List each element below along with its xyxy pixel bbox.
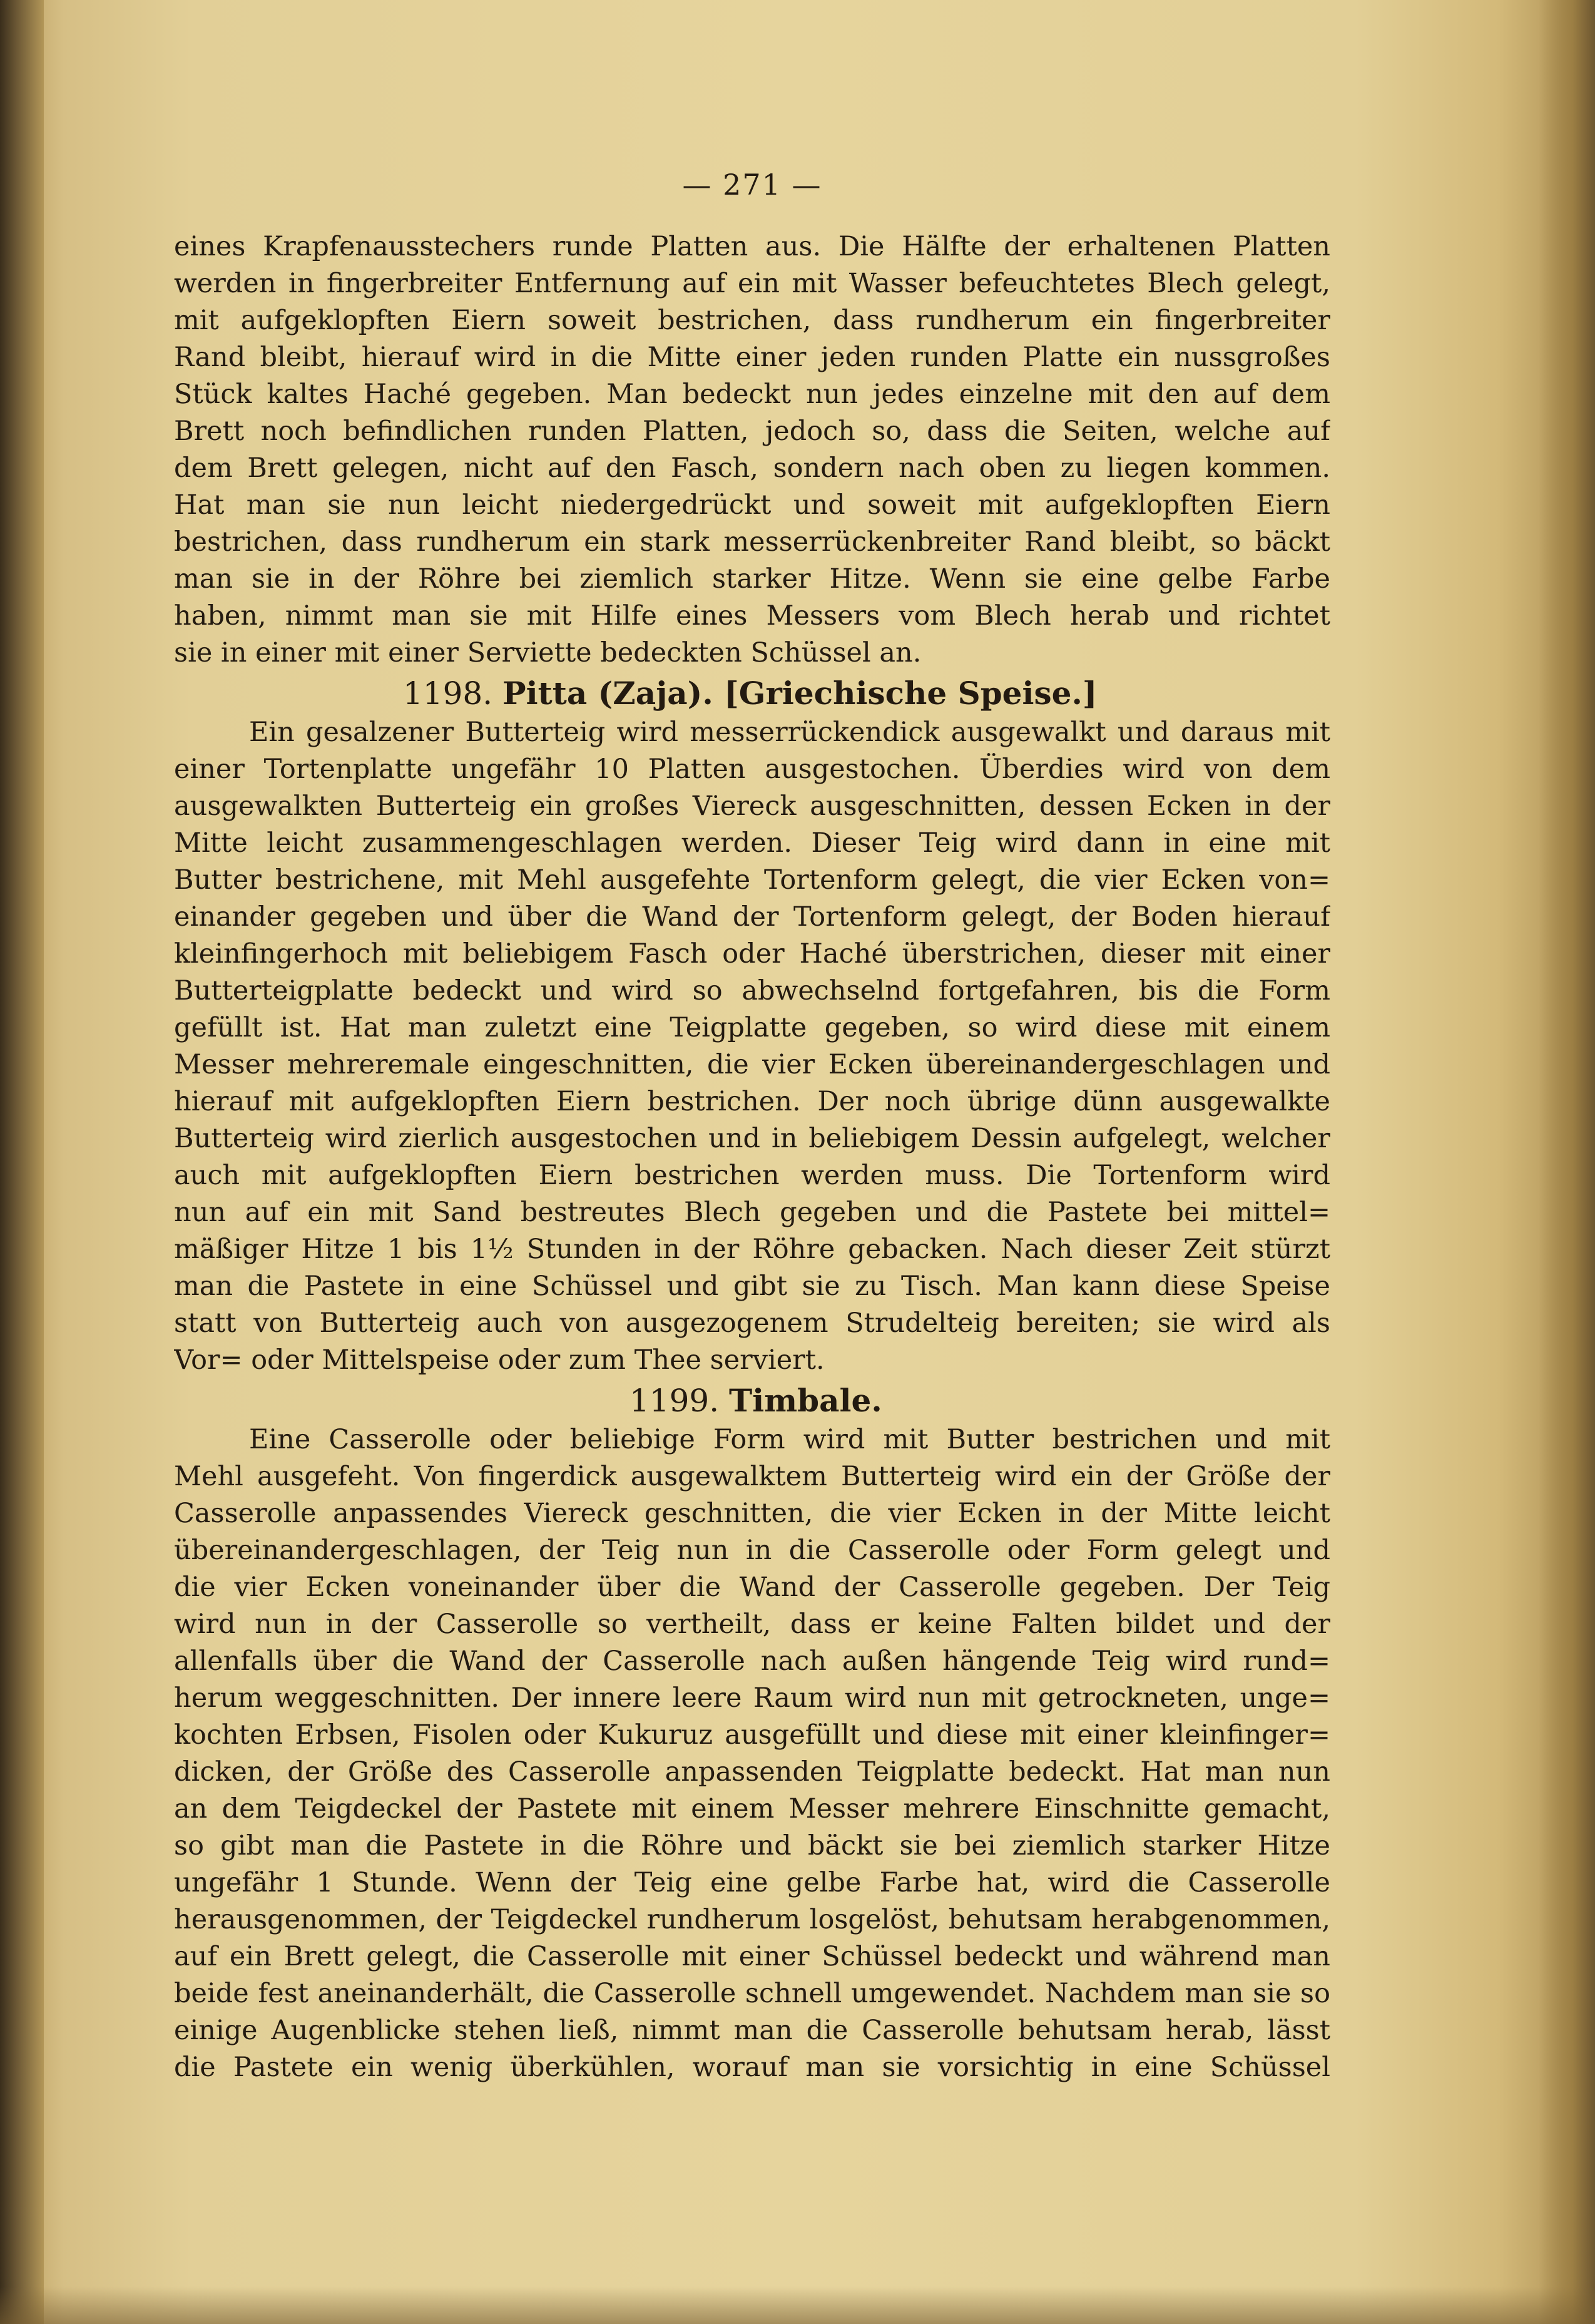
page-bottom-shadow: [0, 2286, 1595, 2324]
text-line: Mehl ausgefeht. Von fingerdick ausgewalktem Butterteig wird ein der Größe der: [174, 1461, 1330, 1492]
recipe-body-1198: [174, 714, 1330, 1379]
text-line: Messer mehreremale eingeschnitten, die vier Ecken übereinandergeschlagen und: [174, 1049, 1330, 1080]
text-line: kochten Erbsen, Fisolen oder Kukuruz ausgefüllt und diese mit einer kleinfinger=: [174, 1719, 1330, 1751]
recipe-body-1199: [174, 1421, 1330, 2086]
text-line: Eine Casserolle oder beliebige Form wird mit Butter bestrichen und mit: [249, 1424, 1330, 1455]
text-line: man die Pastete in eine Schüssel und gibt sie zu Tisch. Man kann diese Speise: [174, 1271, 1330, 1302]
intro-paragraph: [174, 228, 1330, 672]
recipe-number: 1199.: [629, 1383, 720, 1419]
recipe-number: 1198.: [403, 675, 493, 712]
text-line: Brett noch befindlichen runden Platten, jedoch so, dass die Seiten, welche auf: [174, 416, 1330, 447]
text-line: nun auf ein mit Sand bestreutes Blech gegeben und die Pastete bei mittel=: [174, 1197, 1330, 1228]
text-line: die Pastete ein wenig überkühlen, worauf man sie vorsichtig in eine Schüssel: [174, 2052, 1330, 2083]
text-line: bestrichen, dass rundherum ein stark messerrückenbreiter Rand bleibt, so bäckt: [174, 526, 1330, 558]
text-line: man sie in der Röhre bei ziemlich starker Hitze. Wenn sie eine gelbe Farbe: [174, 563, 1330, 595]
text-line: dem Brett gelegen, nicht auf den Fasch, sondern nach oben zu liegen kommen.: [174, 453, 1330, 484]
text-line: Hat man sie nun leicht niedergedrückt und soweit mit aufgeklopften Eiern: [174, 489, 1330, 521]
text-line: Stück kaltes Haché gegeben. Man bedeckt nun jedes einzelne mit den auf dem: [174, 379, 1330, 410]
recipe-title: Timbale.: [729, 1382, 882, 1419]
text-line: Butter bestrichene, mit Mehl ausgefehte Tortenform gelegt, die vier Ecken von=: [174, 864, 1330, 896]
book-binding-shadow: [0, 0, 44, 2324]
text-line: haben, nimmt man sie mit Hilfe eines Messers vom Blech herab und richtet: [174, 600, 1330, 632]
text-line: Ein gesalzener Butterteig wird messerrückendick ausgewalkt und daraus mit: [249, 717, 1330, 748]
text-line: hierauf mit aufgeklopften Eiern bestrichen. Der noch übrige dünn ausgewalkte: [174, 1086, 1330, 1117]
text-line: kleinfingerhoch mit beliebigem Fasch oder Haché überstrichen, dieser mit einer: [174, 938, 1330, 970]
text-line: sie in einer mit einer Serviette bedeckten Schüssel an.: [174, 637, 922, 668]
text-line: gefüllt ist. Hat man zuletzt eine Teigplatte gegeben, so wird diese mit einem: [174, 1012, 1330, 1043]
text-line: wird nun in der Casserolle so vertheilt, dass er keine Falten bildet und der: [174, 1609, 1330, 1640]
text-line: statt von Butterteig auch von ausgezogenem Strudelteig bereiten; sie wird als: [174, 1308, 1330, 1339]
text-line: mäßiger Hitze 1 bis 1½ Stunden in der Röhre gebacken. Nach dieser Zeit stürzt: [174, 1234, 1330, 1265]
text-line: Butterteig wird zierlich ausgestochen und in beliebigem Dessin aufgelegt, welcher: [174, 1123, 1330, 1154]
text-line: mit aufgeklopften Eiern soweit bestrichen, dass rundherum ein fingerbreiter: [174, 305, 1330, 336]
text-line: einige Augenblicke stehen ließ, nimmt man die Casserolle behutsam herab, lässt: [174, 2015, 1330, 2046]
text-line: an dem Teigdeckel der Pastete mit einem Messer mehrere Einschnitte gemacht,: [174, 1793, 1330, 1825]
text-block: [174, 160, 1330, 2086]
text-line: Butterteigplatte bedeckt und wird so abwechselnd fortgefahren, bis die Form: [174, 975, 1330, 1006]
text-line: die vier Ecken voneinander über die Wand der Casserolle gegeben. Der Teig: [174, 1572, 1330, 1603]
page-number: — 271 —: [682, 168, 822, 202]
text-line: übereinandergeschlagen, der Teig nun in die Casserolle oder Form gelegt und: [174, 1535, 1330, 1566]
recipe-heading-1199: [174, 1380, 1330, 1421]
text-line: einer Tortenplatte ungefähr 10 Platten ausgestochen. Überdies wird von dem: [174, 754, 1330, 785]
text-line: werden in fingerbreiter Entfernung auf ein mit Wasser befeuchtetes Blech gelegt,: [174, 268, 1330, 299]
text-line: Casserolle anpassendes Viereck geschnitten, die vier Ecken in der Mitte leicht: [174, 1498, 1330, 1529]
text-line: Rand bleibt, hierauf wird in die Mitte einer jeden runden Platte ein nussgroßes: [174, 342, 1330, 373]
recipe-title: Pitta (Zaja). [Griechische Speise.]: [502, 675, 1098, 712]
text-line: herausgenommen, der Teigdeckel rundherum losgelöst, behutsam herabgenommen,: [174, 1904, 1330, 1935]
text-line: Mitte leicht zusammengeschlagen werden. Dieser Teig wird dann in eine mit: [174, 827, 1330, 859]
text-line: ungefähr 1 Stunde. Wenn der Teig eine gelbe Farbe hat, wird die Casserolle: [174, 1867, 1330, 1898]
text-line: eines Krapfenausstechers runde Platten aus. Die Hälfte der erhaltenen Platten: [174, 231, 1330, 262]
text-line: auf ein Brett gelegt, die Casserolle mit einer Schüssel bedeckt und während man: [174, 1941, 1330, 1972]
text-line: dicken, der Größe des Casserolle anpassenden Teigplatte bedeckt. Hat man nun: [174, 1756, 1330, 1788]
text-line: herum weggeschnitten. Der innere leere Raum wird nun mit getrockneten, unge=: [174, 1682, 1330, 1714]
text-line: ausgewalkten Butterteig ein großes Viereck ausgeschnitten, dessen Ecken in der: [174, 791, 1330, 822]
recipe-heading-1198: [174, 673, 1330, 714]
text-line: beide fest aneinanderhält, die Casserolle schnell umgewendet. Nachdem man sie so: [174, 1978, 1330, 2009]
text-line: einander gegeben und über die Wand der Tortenform gelegt, der Boden hierauf: [174, 901, 1330, 933]
text-line: so gibt man die Pastete in die Röhre und bäckt sie bei ziemlich starker Hitze: [174, 1830, 1330, 1861]
text-line: Vor= oder Mittelspeise oder zum Thee serviert.: [174, 1344, 825, 1376]
text-line: allenfalls über die Wand der Casserolle nach außen hängende Teig wird rund=: [174, 1646, 1330, 1677]
page-edge-shadow: [1539, 0, 1595, 2324]
text-line: auch mit aufgeklopften Eiern bestrichen werden muss. Die Tortenform wird: [174, 1160, 1330, 1191]
